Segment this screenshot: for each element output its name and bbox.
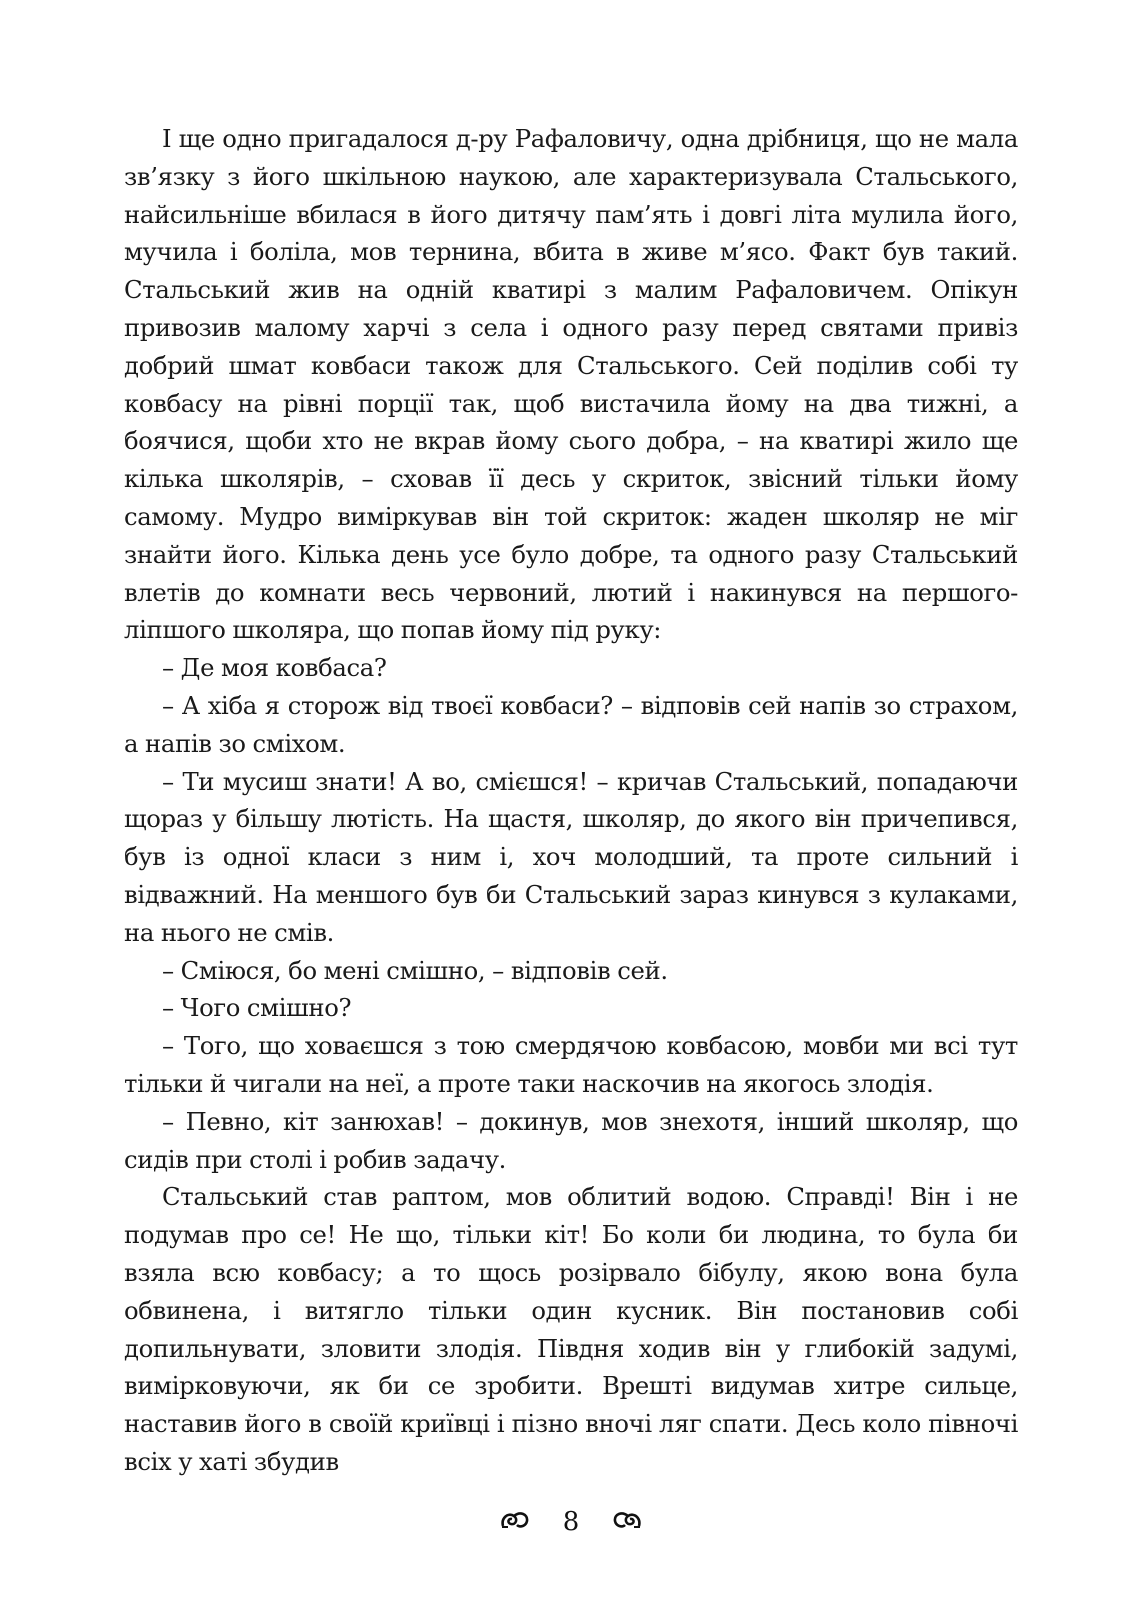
page-number: 8 [562, 1507, 580, 1537]
dialogue-line: – Того, що ховаєшся з тою смердячою ковбасою, мовби ми всі тут тільки й чигали на неї, а проте таки наскочив на якогось злодія. [124, 1031, 1018, 1098]
body-text [124, 120, 1018, 1481]
dialogue-line: – Ти мусиш знати! А во, смієшся! – кричав Стальський, попадаючи щораз у більшу лютість. На щастя, школяр, до якого він причепився, був із одної класи з ним і, хоч молодший, та проте сильний і відважний. На меншого був би Стальський зараз кинувся з кулаками, на нього не смів. [124, 766, 1018, 947]
dialogue-line: – Сміюся, бо мені смішно, – відповів сей. [162, 955, 668, 985]
dialogue-line: – Де моя ковбаса? [162, 653, 387, 683]
dialogue-line: – А хіба я сторож від твоєї ковбаси? – відповів сей напів зо страхом, а напів зо сміхом. [124, 690, 1018, 758]
dialogue-line: – Певно, кіт занюхав! – докинув, мов знехотя, інший школяр, що сидів при столі і робив задачу. [124, 1106, 1018, 1174]
fleuron-right-icon [612, 1507, 642, 1537]
paragraph: Стальський став раптом, мов облитий водою. Справді! Він і не подумав про се! Не що, тільки кіт! Бо коли би людина, то була би взяла всю ковбасу; а то щось розірвало бібулу, якою вона була обвинена, і витягло тільки один кусник. Він постановив собі допильнувати, зловити злодія. Півдня ходив він у глибокій задумі, вимірковуючи, як би се зробити. Врешті видумав хитре сильце, наставив його в своїй криївці і пізно вночі ляг спати. Десь коло півночі всіх у хаті збудив [124, 1182, 1018, 1476]
dialogue-line: – Чого смішно? [162, 993, 352, 1023]
page-footer [0, 1506, 1142, 1537]
fleuron-left-icon [500, 1507, 530, 1537]
paragraph: І ще одно пригадалося д-ру Рафаловичу, одна дрібниця, що не мала зв’язку з його шкільною наукою, але характеризувала Стальського, найсильніше вбилася в його дитячу пам’ять і довгі літа мулила його, мучила і боліла, мов тернина, вбита в живе м’ясо. Факт був такий. Стальський жив на одній кватирі з малим Рафаловичем. Опікун привозив малому харчі з села і одного разу перед святами привіз добрий шмат ковбаси також для Стальського. Сей поділив собі ту ковбасу на рівні порції так, щоб вистачила йому на два тижні, а боячися, щоби хто не вкрав йому сього добра, – на кватирі жило ще кілька школярів, – сховав її десь у скриток, звісний тільки йому самому. Мудро виміркував він той скриток: жаден школяр не міг знайти його. Кілька день усе було добре, та одного разу Стальський влетів до комнати весь червоний, лютий і накинувся на першого-ліпшого школяра, що попав йому під руку: [124, 124, 1018, 645]
